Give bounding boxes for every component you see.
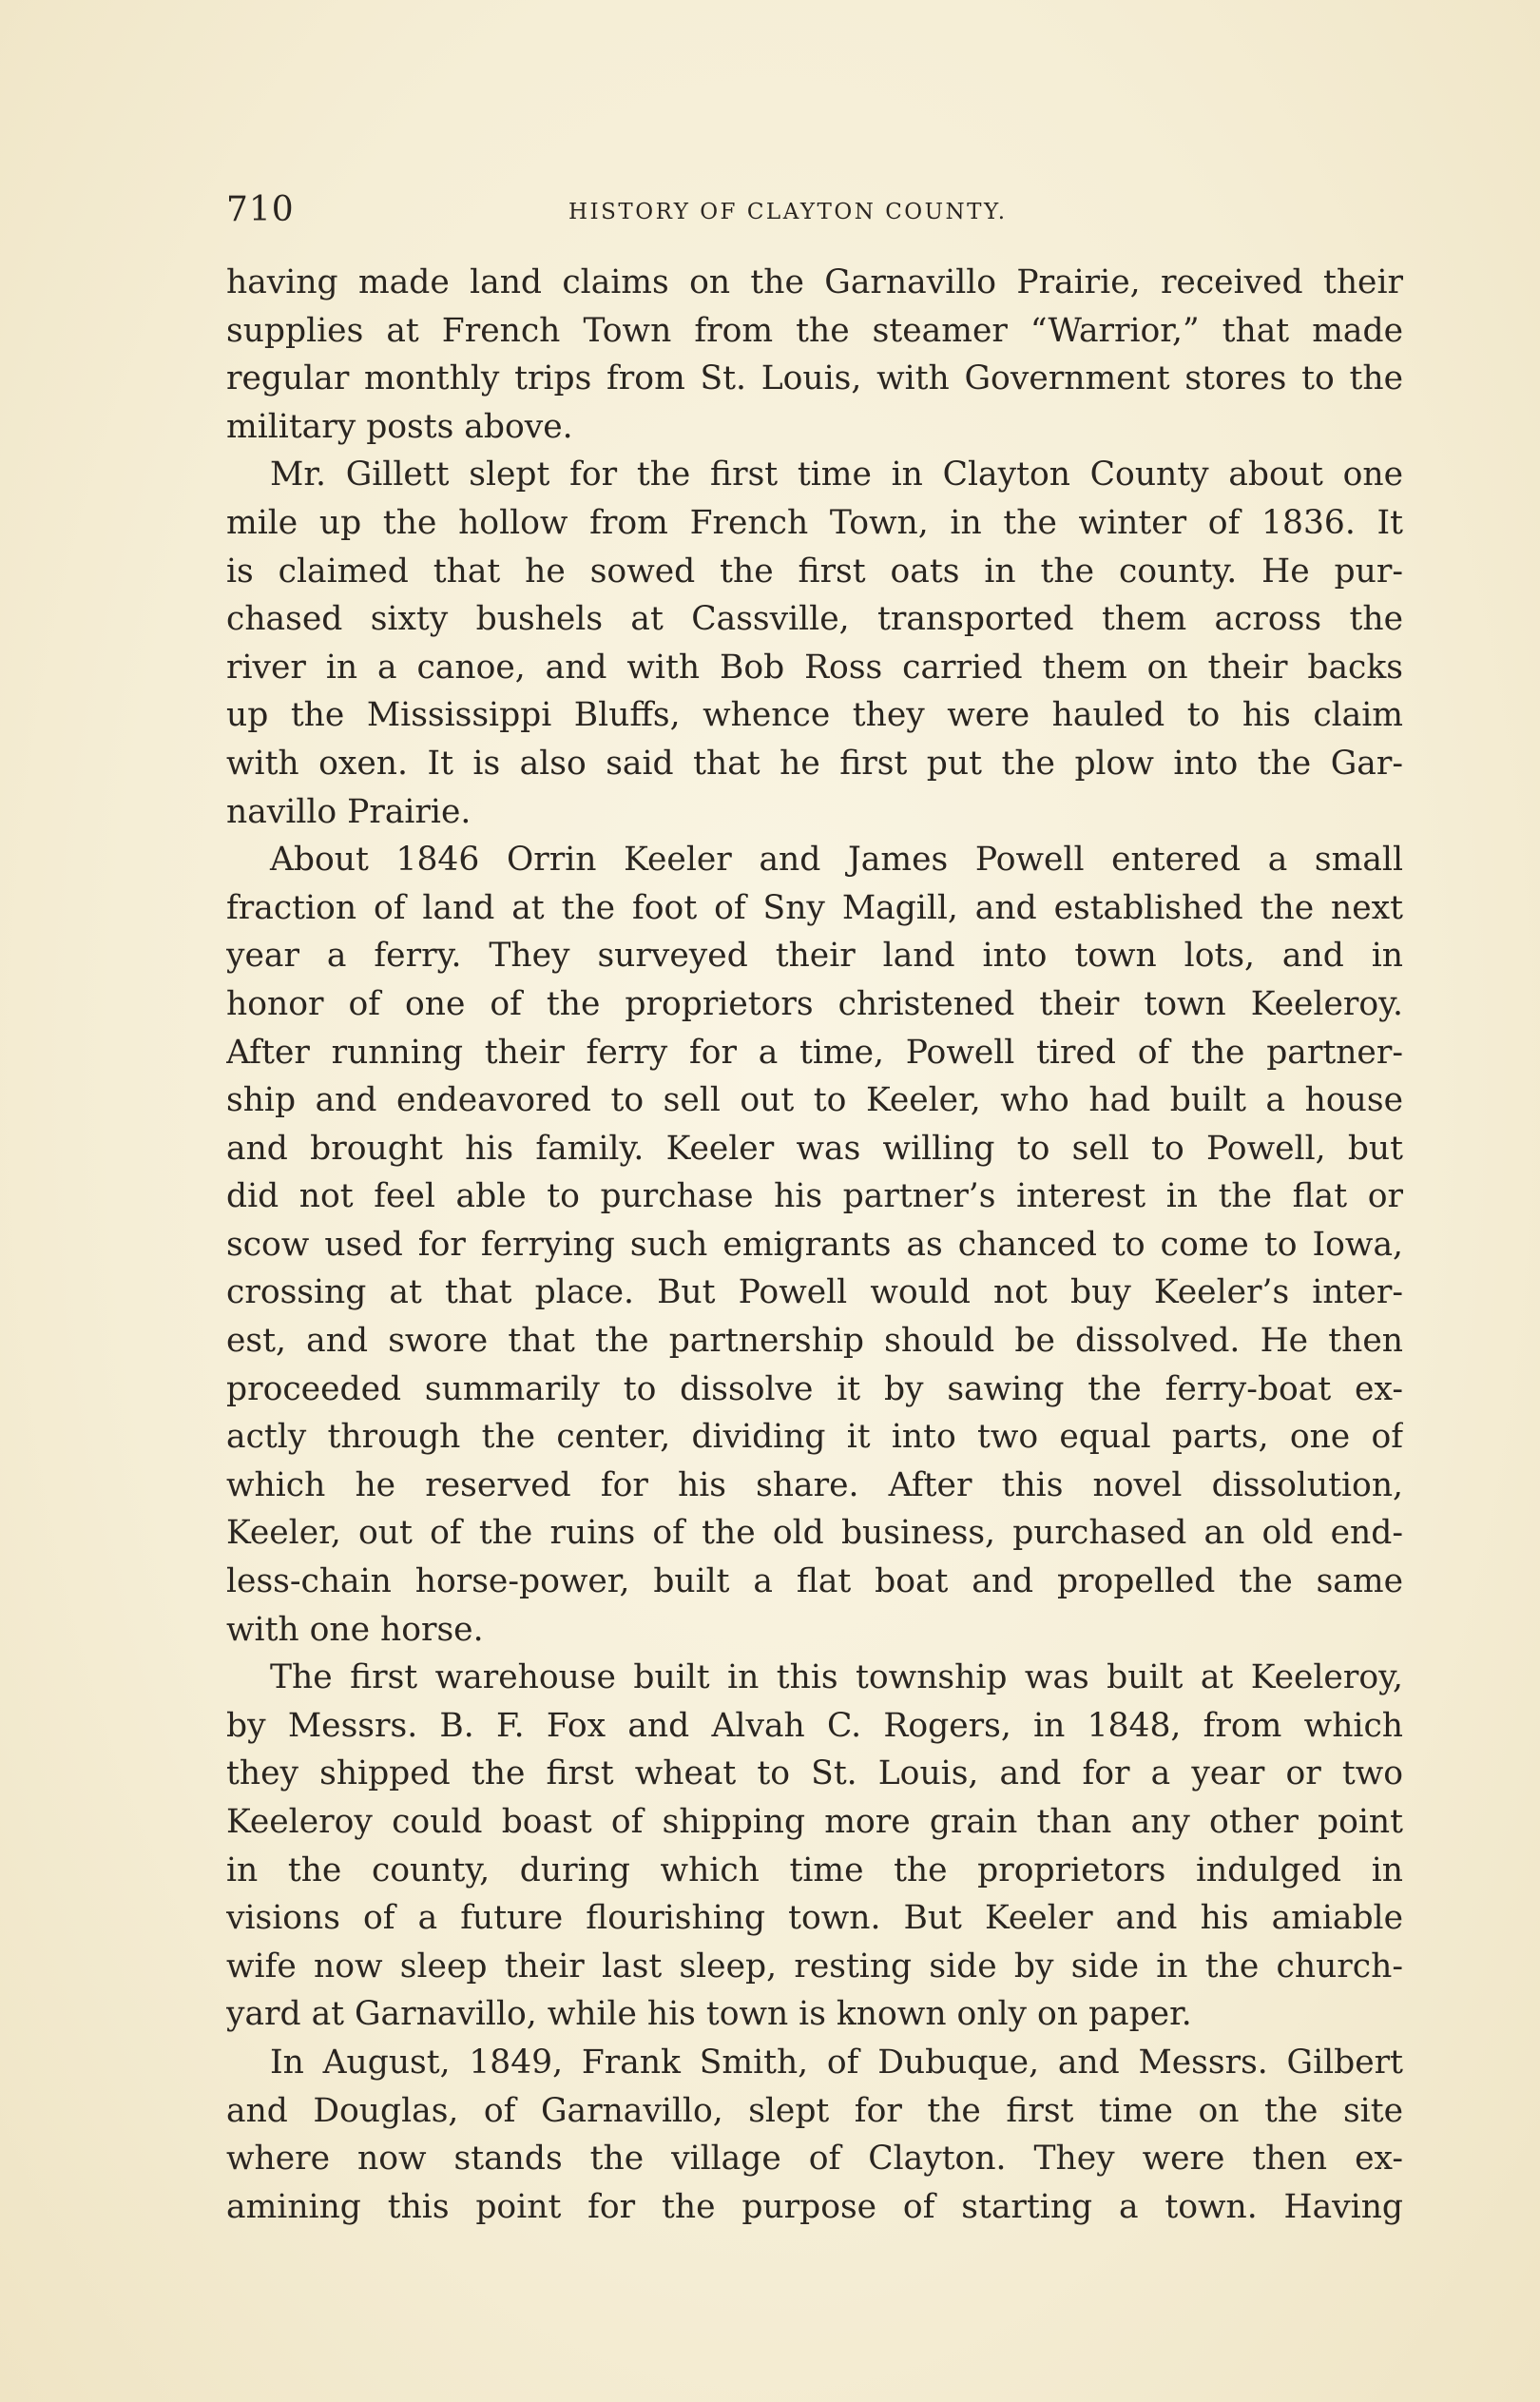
text-line: honor of one of the proprietors christened their town Keeleroy.	[226, 984, 1403, 1023]
text-line: Keeleroy could boast of shipping more grain than any other point	[226, 1803, 1403, 1841]
text-line: mile up the hollow from French Town, in the winter of 1836. It	[226, 503, 1403, 542]
text-line: did not feel able to purchase his partner’s interest in the flat or	[226, 1177, 1403, 1216]
text-line: by Messrs. B. F. Fox and Alvah C. Rogers, in 1848, from which	[226, 1706, 1403, 1745]
text-line: ship and endeavored to sell out to Keeler, who had built a house	[226, 1081, 1403, 1120]
text-line: is claimed that he sowed the first oats in the county. He pur-	[226, 552, 1403, 591]
text-line: less-chain horse-power, built a flat boat and propelled the same	[226, 1562, 1403, 1601]
text-line: and brought his family. Keeler was willing to sell to Powell, but	[226, 1129, 1403, 1168]
text-line: year a ferry. They surveyed their land into town lots, and in	[226, 937, 1403, 976]
text-line: proceeded summarily to dissolve it by sawing the ferry-boat ex-	[226, 1369, 1403, 1408]
text-line: having made land claims on the Garnavillo Prairie, received their	[226, 263, 1403, 301]
text-line: fraction of land at the foot of Sny Magill, and established the next	[226, 888, 1403, 927]
text-line: About 1846 Orrin Keeler and James Powell entered a small	[270, 841, 1403, 880]
text-line: which he reserved for his share. After this novel dissolution,	[226, 1465, 1403, 1504]
text-line: visions of a future flourishing town. But Keeler and his amiable	[226, 1899, 1403, 1938]
text-line: regular monthly trips from St. Louis, with Government stores to the	[226, 359, 1403, 398]
text-line: river in a canoe, and with Bob Ross carried them on their backs	[226, 648, 1403, 687]
text-line: The first warehouse built in this township was built at Keeleroy,	[270, 1658, 1403, 1697]
text-line: yard at Garnavillo, while his town is known only on paper.	[226, 1995, 1192, 2034]
text-line: in the county, during which time the proprietors indulged in	[226, 1850, 1403, 1889]
page-header	[226, 186, 1403, 243]
text-line: they shipped the first wheat to St. Louis, and for a year or two	[226, 1754, 1403, 1793]
text-line: supplies at French Town from the steamer “Warrior,” that made	[226, 311, 1403, 350]
text-line: wife now sleep their last sleep, resting side by side in the church-	[226, 1947, 1403, 1986]
running-title: HISTORY OF CLAYTON COUNTY.	[568, 200, 1008, 224]
text-line: est, and swore that the partnership should be dissolved. He then	[226, 1322, 1403, 1361]
text-line: amining this point for the purpose of starting a town. Having	[226, 2187, 1403, 2226]
page-number: 710	[226, 190, 295, 229]
text-line: crossing at that place. But Powell would not buy Keeler’s inter-	[226, 1273, 1403, 1312]
text-line: Mr. Gillett slept for the first time in Clayton County about one	[270, 455, 1403, 494]
body-text	[226, 259, 1403, 2231]
text-line: Keeler, out of the ruins of the old business, purchased an old end-	[226, 1514, 1403, 1553]
text-line: chased sixty bushels at Cassville, transported them across the	[226, 600, 1403, 639]
text-line: After running their ferry for a time, Powell tired of the partner-	[226, 1033, 1403, 1072]
text-line: where now stands the village of Clayton. They were then ex-	[226, 2140, 1403, 2179]
text-line: navillo Prairie.	[226, 792, 472, 831]
text-line: and Douglas, of Garnavillo, slept for the first time on the site	[226, 2091, 1403, 2130]
text-line: In August, 1849, Frank Smith, of Dubuque, and Messrs. Gilbert	[270, 2043, 1403, 2082]
text-line: up the Mississippi Bluffs, whence they were hauled to his claim	[226, 696, 1403, 735]
text-line: with oxen. It is also said that he first put the plow into the Gar-	[226, 744, 1403, 783]
text-line: military posts above.	[226, 407, 573, 446]
text-line: actly through the center, dividing it into two equal parts, one of	[226, 1418, 1403, 1457]
text-line: with one horse.	[226, 1610, 484, 1649]
text-line: scow used for ferrying such emigrants as chanced to come to Iowa,	[226, 1225, 1403, 1264]
